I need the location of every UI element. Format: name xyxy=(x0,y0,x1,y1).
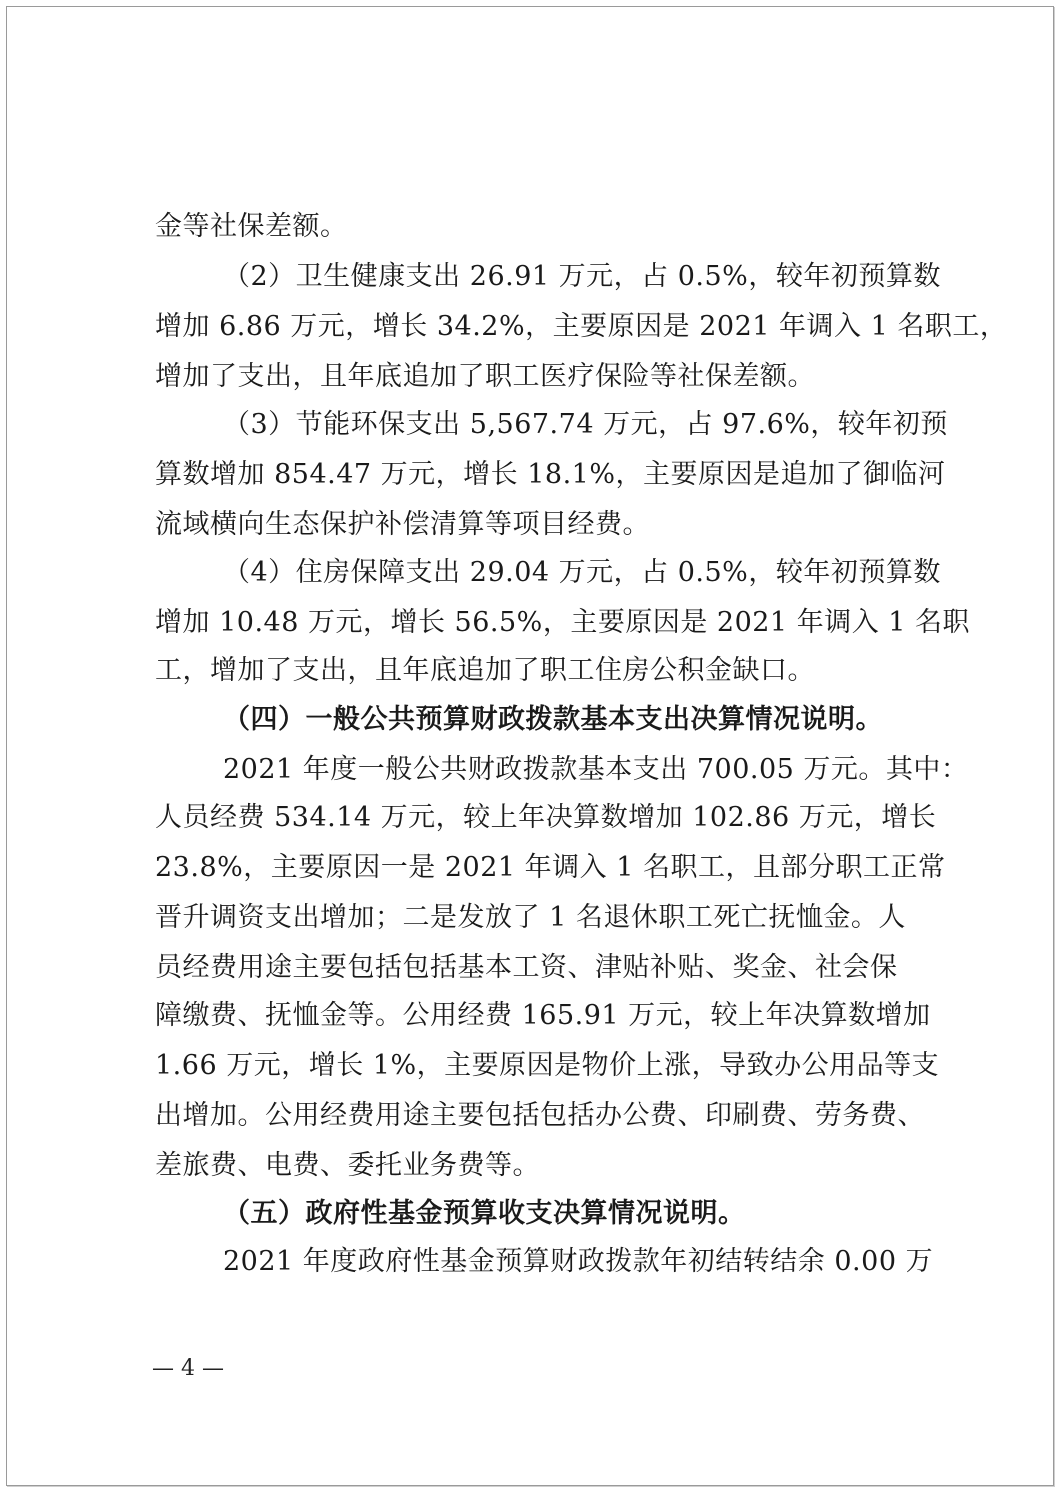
text-line-10: 工，增加了支出，且年底追加了职工住房公积金缺口。 xyxy=(155,655,815,686)
text-line-16: 员经费用途主要包括包括基本工资、津贴补贴、奖金、社会保 xyxy=(155,952,898,983)
text-line-4: 增加了支出，且年底追加了职工医疗保险等社保差额。 xyxy=(155,361,815,392)
text-line-17: 障缴费、抚恤金等。公用经费 165.91 万元，较上年决算数增加 xyxy=(155,1000,931,1031)
text-line-22: 2021 年度政府性基金预算财政拨款年初结转结余 0.00 万 xyxy=(223,1246,934,1277)
section-heading-5: （五）政府性基金预算收支决算情况说明。 xyxy=(223,1198,746,1229)
text-line-8: （4）住房保障支出 29.04 万元，占 0.5%，较年初预算数 xyxy=(223,557,941,588)
text-line-7: 流域横向生态保护补偿清算等项目经费。 xyxy=(155,509,650,540)
text-line-18: 1.66 万元，增长 1%，主要原因是物价上涨，导致办公用品等支 xyxy=(155,1050,940,1081)
text-line-15: 晋升调资支出增加；二是发放了 1 名退休职工死亡抚恤金。人 xyxy=(155,902,906,933)
text-line-14: 23.8%，主要原因一是 2021 年调入 1 名职工，且部分职工正常 xyxy=(155,852,946,883)
text-line-1: 金等社保差额。 xyxy=(155,211,348,242)
text-line-12: 2021 年度一般公共财政拨款基本支出 700.05 万元。其中： xyxy=(223,754,969,785)
text-line-13: 人员经费 534.14 万元，较上年决算数增加 102.86 万元，增长 xyxy=(155,802,937,833)
page-number: — 4 — xyxy=(152,1356,224,1381)
text-line-6: 算数增加 854.47 万元，增长 18.1%，主要原因是追加了御临河 xyxy=(155,459,946,490)
text-line-20: 差旅费、电费、委托业务费等。 xyxy=(155,1150,540,1181)
document-page xyxy=(6,6,1054,1486)
text-line-5: （3）节能环保支出 5,567.74 万元，占 97.6%，较年初预 xyxy=(223,409,948,440)
text-line-3: 增加 6.86 万元，增长 34.2%，主要原因是 2021 年调入 1 名职工， xyxy=(155,311,1008,342)
text-line-2: （2）卫生健康支出 26.91 万元，占 0.5%，较年初预算数 xyxy=(223,261,941,292)
text-line-9: 增加 10.48 万元，增长 56.5%，主要原因是 2021 年调入 1 名职 xyxy=(155,607,971,638)
section-heading-4: （四）一般公共预算财政拨款基本支出决算情况说明。 xyxy=(223,704,883,735)
text-line-19: 出增加。公用经费用途主要包括包括办公费、印刷费、劳务费、 xyxy=(155,1100,925,1131)
